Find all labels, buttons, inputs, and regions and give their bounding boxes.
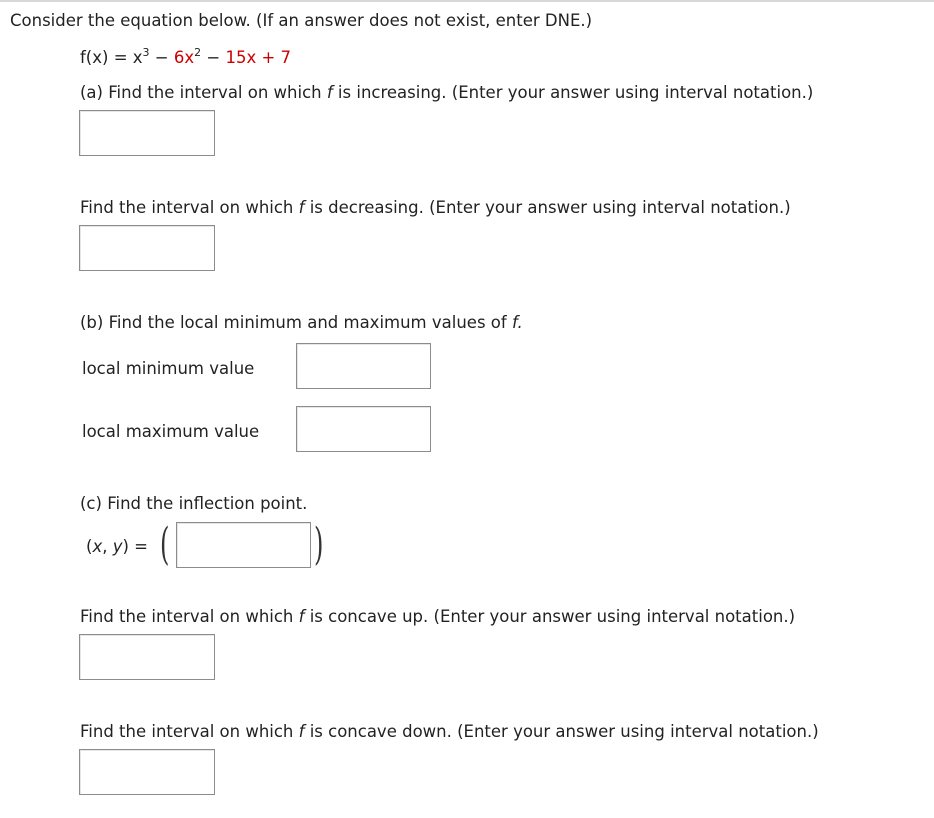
question-text: is concave up. (Enter your answer using interval notation.) [304,607,796,626]
problem-intro: Consider the equation below. (If an answer does not exist, enter DNE.) [10,11,593,30]
local-minimum-answer-box[interactable] [296,343,431,389]
function-symbol: f [326,83,333,102]
xy-label-equals: ) = [122,537,148,556]
increasing-input[interactable] [80,111,214,155]
function-symbol: f [298,607,305,626]
local-maximum-answer-box[interactable] [296,406,431,452]
increasing-answer-box[interactable] [79,110,215,156]
question-inflection-point: (c) Find the inflection point. [80,494,308,513]
xy-label [86,537,148,557]
local-maximum-label: local maximum value [82,422,260,441]
equation-lhs: f(x) = x [80,48,143,67]
equation-exp1: 3 [142,45,150,59]
local-minimum-input[interactable] [297,344,430,388]
xy-label-y: y [112,537,123,556]
question-text: Find the interval on which [80,722,299,741]
xy-label-comma: , [102,537,113,556]
local-minimum-label: local minimum value [82,359,255,378]
equation-minus1: − [149,48,174,67]
question-decreasing [80,198,791,218]
top-divider [0,0,934,2]
question-local-extrema [80,313,523,333]
concave-down-answer-box[interactable] [79,749,215,795]
equation [80,45,292,68]
concave-up-answer-box[interactable] [79,634,215,680]
question-text: (b) Find the local minimum and maximum values of [80,313,512,332]
question-increasing [80,83,813,103]
right-paren: ) [314,519,324,570]
question-text: Find the interval on which [80,607,299,626]
local-maximum-input[interactable] [297,407,430,451]
question-concave-up [80,607,795,627]
decreasing-input[interactable] [80,226,214,270]
question-text: is concave down. (Enter your answer using interval notation.) [304,722,819,741]
xy-label-paren: ( [86,537,93,556]
concave-up-input[interactable] [80,635,214,679]
question-text: is decreasing. (Enter your answer using interval notation.) [304,198,791,217]
equation-minus2: − [201,48,226,67]
question-text: (a) Find the interval on which [80,83,327,102]
equation-term3: 15x + 7 [225,48,292,67]
xy-label-x: x [92,537,103,556]
question-text: is increasing. (Enter your answer using interval notation.) [332,83,814,102]
inflection-point-answer-box[interactable] [176,522,311,568]
equation-term2: 6x [173,48,195,67]
function-symbol: f [298,722,305,741]
decreasing-answer-box[interactable] [79,225,215,271]
inflection-point-input[interactable] [177,523,310,567]
question-concave-down [80,722,819,742]
concave-down-input[interactable] [80,750,214,794]
equation-exp2: 2 [194,45,202,59]
function-symbol: f. [511,313,523,332]
function-symbol: f [298,198,305,217]
left-paren: ( [160,519,170,570]
question-text: Find the interval on which [80,198,299,217]
